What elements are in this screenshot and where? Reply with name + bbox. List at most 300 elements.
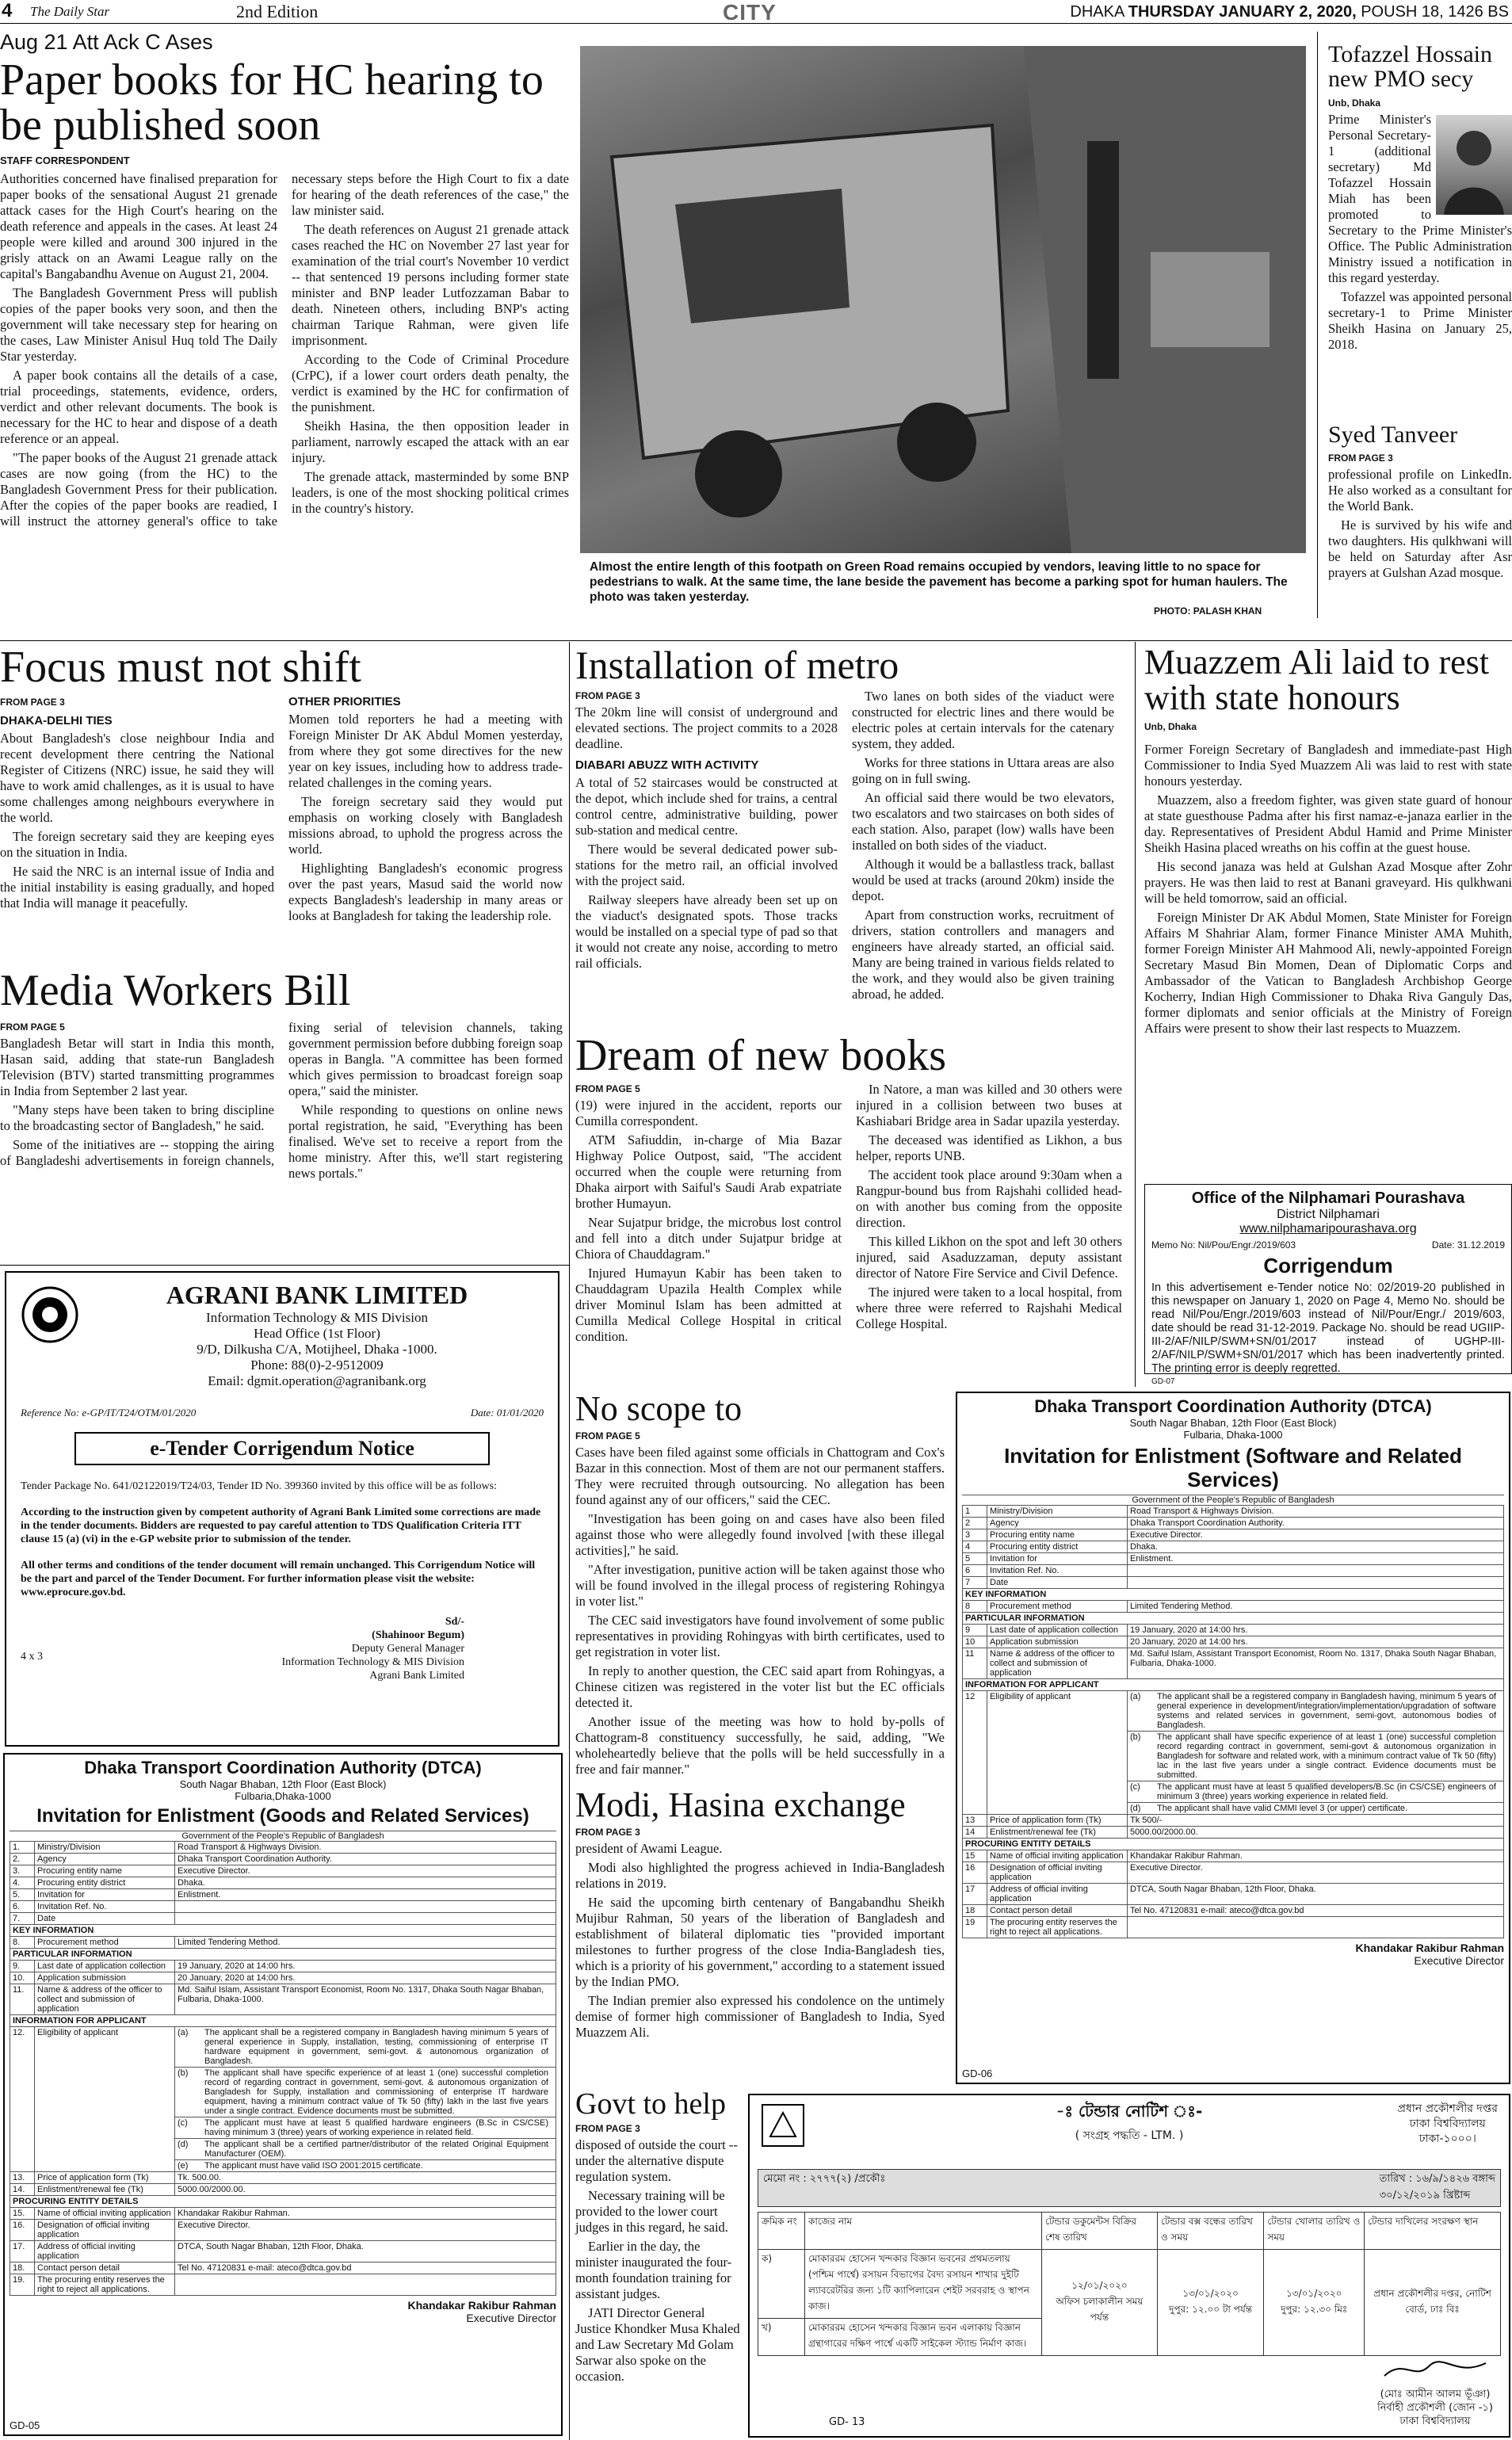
item-letter: (b)	[1130, 1732, 1141, 1742]
ad-office: Office of the Nilphamari Pourashava	[1191, 1189, 1465, 1207]
row-label: The procuring entity reserves the right to reject all applications.	[987, 1917, 1128, 1938]
row-label: Eligibility of applicant	[987, 1691, 1128, 1815]
row-number: 18.	[10, 2262, 35, 2274]
row-label: Address of official inviting application	[987, 1884, 1128, 1905]
paragraph: An official said there would be two elevators, two escalators and two staircases on both sides of each station. Also, parapet (low) walls have been installed on both sides of the viaduct.	[852, 790, 1114, 853]
story-no-scope	[575, 1389, 945, 1777]
table-row	[10, 1972, 556, 1984]
paragraph: The CEC said investigators have found involvement of some public representatives in providing Rohingyas with birth certificates, used to get registration in voter list.	[575, 1612, 945, 1659]
row-number: 9	[963, 1625, 987, 1636]
row-label: Enlistment/renewal fee (Tk)	[35, 2184, 175, 2196]
paragraph: JATI Director General Justice Khondker Musa Khaled and Law Secretary Md Golam Sarwar also spoke on the occasion.	[575, 2304, 740, 2384]
story-headline: Modi, Hasina exchange	[575, 1785, 906, 1824]
row-value	[1128, 1577, 1504, 1589]
row-value: Tel No. 47120831 e-mail: ateco@dtca.gov.bd	[1128, 1905, 1504, 1917]
subhead: DHAKA-DELHI TIES	[0, 714, 113, 728]
table-row	[963, 1601, 1504, 1613]
table-row	[963, 1529, 1504, 1541]
row-number: 18	[963, 1905, 987, 1917]
row-label: Last date of application collection	[35, 1961, 175, 1972]
row-number: 9.	[10, 1961, 35, 1972]
row-number: ক)	[758, 2250, 805, 2319]
notice-memo: মেমো নং : ২৭৭৭(২) /প্রকৌঃ	[763, 2173, 886, 2185]
row-label: Name of official inviting application	[987, 1850, 1128, 1862]
paragraph: Some of the initiatives are -- stopping the airing of Bangladeshi advertisements in foreign channels, fixing serial of television channels, taking government permission before dubbing foreign soap operas in Bangla. "A committee has been formed which gives permission to broadcast foreign soap opera," said the minister.	[0, 1020, 563, 1169]
ad-district: District Nilphamari	[1277, 1208, 1380, 1221]
section-label: PARTICULAR INFORMATION	[10, 1949, 556, 1961]
person-icon	[1436, 115, 1512, 215]
bank-dept: Information Technology & MIS Division	[206, 1310, 428, 1325]
row-number: 15	[963, 1850, 987, 1862]
paragraph: The Bangladesh Government Press will publish copies of the paper books very soon, and then the government will take necessary step for hearing on the cases, Law Minister Anisul Huq told The Daily Star yesterday.	[0, 285, 277, 365]
university-logo-icon	[759, 2102, 807, 2149]
row-value: Md. Saiful Islam, Assistant Transport Economist, Room No. 1317, Dhaka South Nagar Bhaban, Fulbaria, Dhaka-1000.	[1128, 1648, 1504, 1679]
eligibility-item	[175, 2117, 556, 2139]
item-letter: (a)	[178, 2028, 189, 2037]
paragraph: ATM Safiuddin, in-charge of Mia Bazar Highway Police Outpost, said, "The accident occurred when the couple were returning from Dhaka airport with Saiful's Saudi Arab expatriate brother Humayun.	[575, 1132, 842, 1212]
paragraph: "After investigation, punitive action will be taken against those who will be found involved in the illegal process of registering Rohingya in voter list."	[575, 1561, 945, 1609]
item-letter: (e)	[178, 2161, 189, 2171]
row-number: 19.	[10, 2274, 35, 2296]
row-number: 8	[963, 1601, 987, 1613]
row-number: 13	[963, 1815, 987, 1827]
open-date: ১৩/০১/২০২০	[1285, 2287, 1342, 2299]
table-row	[963, 1625, 1504, 1636]
signer-name: (মোঃ আমীন আলম ভূঁঞা)	[1380, 2388, 1491, 2400]
row-label: Name & address of the officer to collect and submission of application	[35, 1984, 175, 2015]
row-value: Executive Director.	[1128, 1862, 1504, 1884]
row-number: 5	[963, 1553, 987, 1565]
section-row	[10, 1949, 556, 1961]
signer-bank: Agrani Bank Limited	[369, 1670, 464, 1682]
paragraph: (19) were injured in the accident, reports our Cumilla correspondent.	[575, 1098, 842, 1129]
item-text: The applicant shall have specific experience of at least 1 (one) successful completion record of regarding contract in government, semi-govt. & autonomous organization of Bangladesh for Supply, installation and commissioning of enterprise IT hardware equipment, having a minimum contract value of Tk 50 (fifty) lakh in the last five years under a single contract. Evidence documents must be submitted.	[204, 2068, 548, 2116]
eligibility-row	[963, 1691, 1504, 1732]
signer-university: ঢাকা বিশ্ববিদ্যালয়	[1399, 2415, 1471, 2427]
signer-designation: নির্বাহী প্রকৌশলী (জোন -১)	[1377, 2402, 1493, 2414]
row-value: Executive Director.	[175, 2220, 556, 2241]
story-headline: Focus must not shift	[0, 643, 361, 692]
story-byline: Unb, Dhaka	[1144, 720, 1197, 732]
row-label: Procuring entity name	[987, 1529, 1128, 1541]
paragraph: Railway sleepers have already been set up on the viaduct's designated spots. Those tracks would be installed on a special type of pad so that it would not create any noise, according to metro rail officials.	[575, 892, 838, 971]
story-kicker: Aug 21 Att Ack C Ases	[0, 30, 213, 54]
row-label: Last date of application collection	[987, 1625, 1128, 1636]
row-value: Executive Director.	[175, 1865, 556, 1877]
edition: 2nd Edition	[236, 2, 319, 21]
story-body	[575, 1082, 1122, 1345]
row-value: 19 January, 2020 at 14:00 hrs.	[175, 1961, 556, 1972]
paragraph: About Bangladesh's close neighbour India and recent development there centring the National Register of Citizens (NRC) issue, he said they will have to work amid challenges, as it is usual to have some challenges among neighbours everywhere in the world.	[0, 731, 274, 826]
row-value: Dhaka.	[1128, 1541, 1504, 1553]
ad-reference: Reference No: e-GP/IT/T24/OTM/01/2020	[21, 1407, 197, 1419]
table-header-row	[758, 2213, 1501, 2250]
table-row	[10, 1865, 556, 1877]
row-value: Dhaka.	[175, 1877, 556, 1889]
signer-designation: Deputy General Manager	[351, 1643, 464, 1655]
story-body	[0, 171, 569, 603]
sign-sd: Sd/-	[445, 1616, 464, 1628]
paragraph: The deceased was identified as Likhon, a bus helper, reports UNB.	[856, 1132, 1122, 1164]
enlistment-table	[962, 1505, 1504, 1938]
row-label: Ministry/Division	[35, 1842, 175, 1854]
ad-dtca-software	[956, 1392, 1510, 2084]
row-value: Limited Tendering Method.	[1128, 1601, 1504, 1613]
table-row	[10, 2172, 556, 2184]
row-number: 11	[963, 1648, 987, 1679]
date-bangla: POUSH 18, 1426 BS	[1361, 3, 1509, 21]
item-text: The applicant shall have specific experience of at least 1 (one) successful completion record regarding contract in government, semi-govt & autonomous organization in Bangladesh for software and related work, with a minimum contract value of Tk 50 (fifty) lac in the last five years under a single contract. Evidence documents must be submitted.	[1157, 1732, 1496, 1780]
from-page: FROM PAGE 3	[0, 697, 65, 708]
signer-designation: Executive Director	[1414, 1954, 1504, 1967]
table-row	[10, 2208, 556, 2220]
row-value: Enlistment.	[175, 1889, 556, 1901]
paragraph: A total of 52 staircases would be constructed at the depot, which include shed for trains, a central control centre, administrative building, power sub-station and medical centre.	[575, 775, 838, 838]
item-letter: (a)	[1130, 1692, 1141, 1701]
subhead: DIABARI ABUZZ WITH ACTIVITY	[575, 758, 759, 772]
ad-title: e-Tender Corrigendum Notice	[74, 1432, 490, 1465]
row-number: 3	[963, 1529, 987, 1541]
row-number: 5.	[10, 1889, 35, 1901]
ad-address: Fulbaria, Dhaka-1000	[1183, 1429, 1283, 1441]
ad-paragraph: All other terms and conditions of the tender document will remain unchanged. This Corrigendum Notice will be the part and parcel of the Tender Document. For further information please visit the website: www.eprocure.gov.bd.	[21, 1560, 536, 1598]
vehicle-illustration	[580, 46, 1306, 553]
row-label: Procuring entity name	[35, 1865, 175, 1877]
notice-subtitle: ( সংগ্রহ পদ্ধতি - LTM. )	[1075, 2129, 1184, 2142]
row-number: 6.	[10, 1901, 35, 1913]
story-media-workers	[0, 968, 563, 1254]
row-number: খ)	[758, 2319, 805, 2356]
row-number: 12	[963, 1691, 987, 1815]
row-number: 10.	[10, 1972, 35, 1984]
notice-date-2: ৩০/১২/২০১৯ খ্রিষ্টাব্দ	[1379, 2190, 1471, 2201]
box-cell	[1157, 2250, 1263, 2356]
item-text: The applicant shall be a registered company in Bangladesh having, minimum 5 years of general experience in development/integration/implementation/upgradation of software systems and related services in government, semi-govt, autonomous bodies of Bangladesh.	[1157, 1692, 1496, 1730]
section-row	[963, 1679, 1504, 1691]
from-page: FROM PAGE 5	[0, 1021, 65, 1033]
row-label: Enlistment/renewal fee (Tk)	[987, 1827, 1128, 1839]
place-cell: প্রধান প্রকৌশলীর দপ্তর, নোটিশ বোর্ড, ঢাঃ বিঃ	[1365, 2250, 1501, 2356]
column-rule	[1317, 32, 1318, 618]
ad-gov: Government of the People's Republic of Bangladesh	[10, 1831, 556, 1841]
table-row	[963, 1648, 1504, 1679]
row-label: Application submission	[35, 1972, 175, 1984]
paragraph: Bangladesh Betar will start in India this month, Hasan said, adding that state-run Bangladesh Television (BTV) started transmitting programmes in India from September 2 last year.	[0, 1036, 274, 1099]
row-label: Designation of official inviting application	[35, 2220, 175, 2241]
item-text: The applicant must have at least 5 qualified hardware engineers (B.Sc in CS/CSE) having minimum 3 (three) years of working experience in related field.	[204, 2118, 548, 2137]
paragraph: While responding to questions on online news portal registration, he said, "Everything has been finalised. We've set to receive a report from the home ministry. After this, we'll start registering news portals."	[288, 1102, 563, 1182]
row-label: Designation of official inviting application	[987, 1862, 1128, 1884]
paragraph: Tofazzel was appointed personal secretary-1 to Prime Minister Sheikh Hasina on January 25, 2018.	[1328, 289, 1512, 353]
row-label: Contact person detail	[35, 2262, 175, 2274]
section-label: PROCURING ENTITY DETAILS	[10, 2196, 556, 2208]
row-label: Agency	[35, 1854, 175, 1865]
row-value: DTCA, South Nagar Bhaban, 12th Floor, Dhaka.	[175, 2241, 556, 2262]
row-value: 5000.00/2000.00.	[175, 2184, 556, 2196]
paragraph: His second janaza was held at Gulshan Azad Mosque after Zohr prayers. He was then laid to rest at Banani graveyard. His qulkhwani will be held tomorrow, said an official.	[1144, 858, 1512, 906]
from-page: FROM PAGE 3	[575, 1826, 640, 1838]
bank-office: Head Office (1st Floor)	[254, 1326, 380, 1341]
caption-text: Almost the entire length of this footpath on Green Road remains occupied by vendors, leaving little to no space for pedestrians to walk. At the same time, the lane beside the pavement has become a parking spot for human haulers. The photo was taken yesterday.	[590, 560, 1288, 604]
table-row	[10, 1889, 556, 1901]
row-value: Tk 500/-	[1128, 1815, 1504, 1827]
table-row	[10, 2241, 556, 2262]
ad-nilphamari	[1144, 1184, 1512, 1386]
row-label: Application submission	[987, 1636, 1128, 1648]
row-label: Price of application form (Tk)	[987, 1815, 1128, 1827]
row-label: Address of official inviting application	[35, 2241, 175, 2262]
row-value: Dhaka Transport Coordination Authority.	[1128, 1518, 1504, 1529]
sale-cell	[1042, 2250, 1158, 2356]
ad-org: Dhaka Transport Coordination Authority (DTCA)	[84, 1758, 482, 1777]
story-tofazzel	[1328, 43, 1512, 356]
ad-date: Date: 31.12.2019	[1431, 1239, 1505, 1251]
section-label: INFORMATION FOR APPLICANT	[10, 2015, 556, 2027]
masthead	[0, 0, 1512, 24]
item-text: The applicant must have valid ISO 2001:2015 certificate.	[204, 2161, 423, 2171]
paragraph: The Indian premier also expressed his condolence on the untimely demise of former high commissioner of Bangladesh to India, Syed Muazzem Ali.	[575, 1992, 945, 2040]
ad-website[interactable]: www.nilphamaripourashava.org	[1239, 1222, 1417, 1235]
from-page: FROM PAGE 3	[575, 2122, 640, 2134]
paragraph: "Many steps have been taken to bring discipline to the broadcasting sector of Bangladesh," he said.	[0, 1102, 274, 1134]
table-row	[10, 2184, 556, 2196]
story-headline: Muazzem Ali laid to rest with state honours	[1144, 643, 1489, 717]
row-number: 2	[963, 1518, 987, 1529]
row-number: 14	[963, 1827, 987, 1839]
eligibility-item	[175, 2027, 556, 2068]
paragraph: Although it would be a ballastless track, ballast would be used at tracks (around 20km) inside the depot.	[852, 857, 1114, 903]
table-row	[10, 1901, 556, 1913]
paragraph: Injured Humayun Kabir has been taken to Chauddagram Upazila Health Complex while driver Mominul Islam has been admitted at Cumilla Medical College Hospital in critical condition.	[575, 1266, 842, 1345]
page-number: 4	[2, 0, 13, 21]
row-label: Price of application form (Tk)	[35, 2172, 175, 2184]
story-metro	[575, 645, 1114, 1025]
table-row	[963, 1905, 1504, 1917]
section-row	[963, 1839, 1504, 1850]
eligibility-item	[175, 2160, 556, 2172]
paragraph: According to the Code of Criminal Procedure (CrPC), if a lower court orders death penalty, the verdict is examined by the HC for confirmation of the punishment.	[292, 352, 569, 415]
paragraph: Another issue of the meeting was how to hold by-polls of Chattogram-8 constituency successfully, he said, adding, "We wholeheartedly believe that the polls will be held successfully in a free and fair manner."	[575, 1713, 945, 1777]
column-header: কাজের নাম	[805, 2213, 1042, 2250]
signer-designation: Executive Director	[466, 2312, 556, 2324]
story-headline: Dream of new books	[575, 1031, 947, 1080]
eligibility-item	[1128, 1691, 1504, 1732]
row-number: 16	[963, 1862, 987, 1884]
section-row	[963, 1589, 1504, 1601]
paragraph: president of Awami League.	[575, 1840, 723, 1856]
section-label: PROCURING ENTITY DETAILS	[963, 1839, 1504, 1850]
table-row	[10, 2220, 556, 2241]
section-label: INFORMATION FOR APPLICANT	[963, 1679, 1504, 1691]
ad-body: In this advertisement e-Tender notice No: 02/2019-20 published in this newspaper on January 1, 2020 on Page 4, Memo No. should be read Nil/Pou/Engr./2019/603 instead of Nil/Pour/Engr./ 2019/603, date should be read 31-12-2019. Package No. should be read UGIIP-III-2/AF/NILP/SWM+SN/01/2017 instead of UGHP-III-2/AF/NILP/SWM+SN/01/2017 which has been inadvertently printed. The printing error is deeply regretted.	[1151, 1281, 1505, 1375]
notice-city: ঢাকা-১০০০।	[1418, 2133, 1476, 2145]
subhead: OTHER PRIORITIES	[288, 695, 401, 709]
story-byline: STAFF CORRESPONDENT	[0, 155, 130, 167]
ad-agrani-bank	[5, 1271, 559, 1747]
table-row	[10, 1854, 556, 1865]
paragraph: There would be several dedicated power sub-stations for the metro rail, an official involved with the project said.	[575, 842, 838, 888]
eligibility-item	[1128, 1732, 1504, 1781]
item-letter: (d)	[1130, 1804, 1141, 1813]
signer-name: (Shahinoor Begum)	[372, 1629, 464, 1641]
story-headline: No scope to	[575, 1389, 743, 1428]
paragraph: The injured were taken to a local hospital, from where three were referred to Rajshahi Medical College Hospital.	[856, 1285, 1122, 1332]
section-row	[10, 2015, 556, 2027]
bank-logo-icon	[21, 1285, 79, 1344]
eligibility-item	[1128, 1781, 1504, 1803]
story-headline: Syed Tanveer	[1328, 422, 1458, 448]
from-page: FROM PAGE 3	[575, 690, 640, 701]
row-number: 14.	[10, 2184, 35, 2196]
story-headline: Media Workers Bill	[0, 966, 351, 1015]
row-number: 2.	[10, 1854, 35, 1865]
row-label: Procurement method	[987, 1601, 1128, 1613]
row-label: Agency	[987, 1518, 1128, 1529]
row-label: Contact person detail	[987, 1905, 1128, 1917]
row-label: Procuring entity district	[35, 1877, 175, 1889]
item-text: The applicant shall be a registered company in Bangladesh having minimum 5 years of general experience in Supply, installation, testing, commissioning of enterprise IT hardware equipment in government, semi-govt. & autonomous organization of Bangladesh.	[204, 2028, 548, 2066]
table-row	[10, 2262, 556, 2274]
paragraph: Prime Minister's Personal Secretary-1 (additional secretary) Md Tofazzel Hossain Miah has been promoted to Secretary to the Prime Minister's Office. The Public Administration Ministry issued a notification in this regard yesterday.	[1328, 112, 1512, 286]
ad-code: GD-06	[962, 2068, 993, 2079]
row-number: 4.	[10, 1877, 35, 1889]
story-headline: Installation of metro	[575, 643, 899, 687]
paragraph: Two lanes on both sides of the viaduct were constructed for electric lines and there would be electric poles at certain intervals for the catenary system, they added.	[852, 689, 1114, 751]
work-name: মোকাররম হোসেন খন্দকার বিজ্ঞান ভবন এলাকায় বিজ্ঞান গ্রন্থাগারের দক্ষিণ পার্শ্বে একটি সাইকেল স্ট্যান্ড নির্মাণ কাজ।	[805, 2319, 1042, 2356]
row-label: Invitation for	[35, 1889, 175, 1901]
row-value: DTCA, South Nagar Bhaban, 12th Floor, Dhaka.	[1128, 1884, 1504, 1905]
row-number: 7.	[10, 1913, 35, 1925]
row-number: 11.	[10, 1984, 35, 2015]
work-name: মোকাররম হোসেন খন্দকার বিজ্ঞান ভবনের প্রথমতলায় (পশ্চিম পার্শ্বে) রসায়ন বিভাগের বৈদ্য রসায়ন শাখার দুইটি ল্যাবরেটরির জন্য ১টি ক্যাপিলারেন শেইট সরবরাহ ও স্থাপন কাজ।	[805, 2250, 1042, 2319]
column-rule	[569, 642, 570, 2440]
row-value	[175, 1901, 556, 1913]
row-label: Invitation Ref. No.	[987, 1565, 1128, 1577]
table-row	[963, 1917, 1504, 1938]
masthead-date	[1070, 3, 1509, 21]
ad-code: GD-07	[1151, 1377, 1175, 1386]
paragraph: Sheikh Hasina, the then opposition leader in parliament, narrowly escaped the attack with an ear injury.	[292, 418, 569, 466]
item-text: The applicant shall be a certified partner/distributor of the related Original Equipment Manufacturer (OEM).	[204, 2140, 548, 2159]
paragraph: Earlier in the day, the minister inaugurated the four-month foundation training for assistant judges.	[575, 2238, 732, 2301]
table-row	[10, 1984, 556, 2015]
row-value: Tel No. 47120831 e-mail: ateco@dtca.gov.bd	[175, 2262, 556, 2274]
row-number: 1.	[10, 1842, 35, 1854]
paragraph: The death references on August 21 grenade attack cases reached the HC on November 27 last year for examination of the trial court's November 10 verdict -- that sentenced 19 persons including former state minister and BNP leader Lutfozzaman Babar to death. Nineteen others, including BNP's acting chairman Tarique Rahman, were given life imprisonment.	[292, 222, 569, 349]
row-value: 5000.00/2000.00.	[1128, 1827, 1504, 1839]
table-row	[10, 1842, 556, 1854]
row-number: 13.	[10, 2172, 35, 2184]
row-number: 16.	[10, 2220, 35, 2241]
paragraph: Momen told reporters he had a meeting with Foreign Minister Dr AK Abdul Momen yesterday, from where they got some directives for the new year on key issues, including how to address trade-related challenges in the coming years.	[288, 712, 563, 791]
item-letter: (d)	[178, 2140, 189, 2149]
ad-gov: Government of the People's Republic of Bangladesh	[962, 1495, 1504, 1505]
row-number: 3.	[10, 1865, 35, 1877]
column-rule	[1135, 642, 1136, 1387]
table-row	[963, 1553, 1504, 1565]
row-label: Date	[35, 1913, 175, 1925]
section-label: PARTICULAR INFORMATION	[963, 1613, 1504, 1625]
row-value: Road Transport & Highways Division.	[175, 1842, 556, 1854]
row-label: Ministry/Division	[987, 1506, 1128, 1518]
row-label: Eligibility of applicant	[35, 2027, 175, 2172]
table-row	[963, 1636, 1504, 1648]
item-text: The applicant must have at least 5 qualified developers/B.Sc (in CS/CSE) engineers of minimum 3 (three) years working experience in related field.	[1157, 1782, 1496, 1801]
table-row	[963, 1577, 1504, 1589]
row-value: 20 January, 2020 at 14:00 hrs.	[175, 1972, 556, 1984]
item-letter: (c)	[178, 2118, 188, 2128]
paragraph: Foreign Minister Dr AK Abdul Momen, State Minister for Foreign Affairs M Shahriar Alam, former Finance Minister AMA Muhith, former Foreign Minister AH Mahmood Ali, newly-appointed Foreign Secretary Masud Bin Momen, Dean of Diplomatic Corps and Ambassador of the Vatican to Bangladesh Archbishop George Kocherry, Indian High Commissioner to Dhaka Riva Ganguly Das, former diplomats and senior officials at the Ministry of Foreign Affairs were present to show their last respects to Muazzem.	[1144, 909, 1512, 1036]
eligibility-row	[10, 2027, 556, 2068]
ad-title: Corrigendum	[1263, 1254, 1393, 1277]
row-value: Khandakar Rakibur Rahman.	[1128, 1850, 1504, 1862]
story-body	[0, 1020, 563, 1182]
story-dream	[575, 1033, 1122, 1382]
story-headline: Paper books for HC hearing to be published soon	[0, 55, 544, 151]
paragraph: Works for three stations in Uttara areas are also going on in full swing.	[852, 755, 1114, 786]
section-label: KEY INFORMATION	[963, 1589, 1504, 1601]
paragraph: He is survived by his wife and two daughters. His qulkhwani will be held on Saturday after Asr prayers at Gulshan Azad mosque.	[1328, 517, 1512, 580]
sale-date: ১২/০১/২০২০	[1071, 2279, 1128, 2291]
paragraph: A paper book contains all the details of a case, trial proceedings, statements, evidence, orders, verdict and other relevant documents. The book is necessary for the HC to hear and dispose of a death reference or an appeal.	[0, 368, 277, 447]
row-value: Road Transport & Highways Division.	[1128, 1506, 1504, 1518]
paragraph: The foreign secretary said they would put emphasis on working closely with Bangladesh missions abroad, to uphold the progress across the world.	[288, 794, 563, 857]
section-rule	[0, 640, 1512, 641]
ad-address: Fulbaria,Dhaka-1000	[235, 1790, 331, 1802]
row-value: Enlistment.	[1128, 1553, 1504, 1565]
column-header: টেন্ডার বক্স বন্ধের তারিখ ও সময়	[1157, 2213, 1263, 2250]
column-header: টেন্ডার খোলার তারিখ ও সময়	[1264, 2213, 1365, 2250]
row-label: Name & address of the officer to collect and submission of application	[987, 1648, 1128, 1679]
story-headline: Tofazzel Hossain new PMO secy	[1328, 41, 1492, 92]
row-label: Procuring entity district	[987, 1541, 1128, 1553]
paragraph: This killed Likhon on the spot and left 30 others injured, said Asaduzzaman, deputy assistant director of Natore Fire Service and Civil Defence.	[856, 1234, 1122, 1281]
ad-size: 4 x 3	[21, 1651, 43, 1663]
row-number: 8.	[10, 1937, 35, 1949]
eligibility-item	[1128, 1803, 1504, 1815]
ad-dtca-goods	[3, 1753, 563, 2436]
story-body	[575, 689, 1114, 1002]
date-prefix: DHAKA	[1070, 3, 1124, 21]
item-letter: (c)	[1130, 1782, 1140, 1792]
section-row	[10, 2196, 556, 2208]
table-row	[10, 1877, 556, 1889]
column-header: ক্রমিক নং	[758, 2213, 805, 2250]
open-time: দুপুর: ১২.৩০ মিঃ	[1281, 2303, 1348, 2315]
bank-phone: Phone: 88(0)-2-9512009	[250, 1357, 384, 1373]
paragraph: professional profile on LinkedIn. He also worked as a consultant for the World Bank.	[1328, 466, 1512, 514]
box-time: দুপুর: ১২.০০ টা পর্যন্ত	[1169, 2303, 1253, 2315]
story-syed-tanveer	[1328, 423, 1512, 584]
eligibility-item	[175, 2068, 556, 2117]
row-value: Executive Director.	[1128, 1529, 1504, 1541]
story-muazzem	[1144, 645, 1512, 1136]
enlistment-table	[10, 1841, 556, 2296]
row-value	[175, 1913, 556, 1925]
bank-name: AGRANI BANK LIMITED	[166, 1281, 468, 1309]
paragraph: The 20km line will consist of underground and elevated sections. The project commits to a 2028 deadline.	[575, 705, 838, 751]
row-number: 1	[963, 1506, 987, 1518]
table-row	[963, 1884, 1504, 1905]
paragraph: Near Sujatpur bridge, the microbus lost control and fell into a ditch under Sujatpur bridge at Chiora of Chauddagram."	[575, 1215, 842, 1262]
paragraph: "The paper books of the August 21 grenade attack cases are now going (from the HC) to the Bangladesh Government Press for their publication. After the copies of the paper books are readied, I will instruct the attorney general's office to take necessary steps before the High Court to fix a date for hearing of the death references of the case," the law minister said.	[0, 171, 569, 529]
paragraph: Cases have been filed against some officials in Chattogram and Cox's Bazar in this connection. Most of them are not our permanent staffers. They were recruited through outsourcing. No allegation has been found against any of our officers," said the CEC.	[575, 1444, 945, 1507]
table-row	[963, 1827, 1504, 1839]
section-label: KEY INFORMATION	[10, 1925, 556, 1937]
row-label: The procuring entity reserves the right to reject all applications.	[35, 2274, 175, 2296]
table-row	[758, 2250, 1501, 2319]
row-value	[175, 2274, 556, 2296]
